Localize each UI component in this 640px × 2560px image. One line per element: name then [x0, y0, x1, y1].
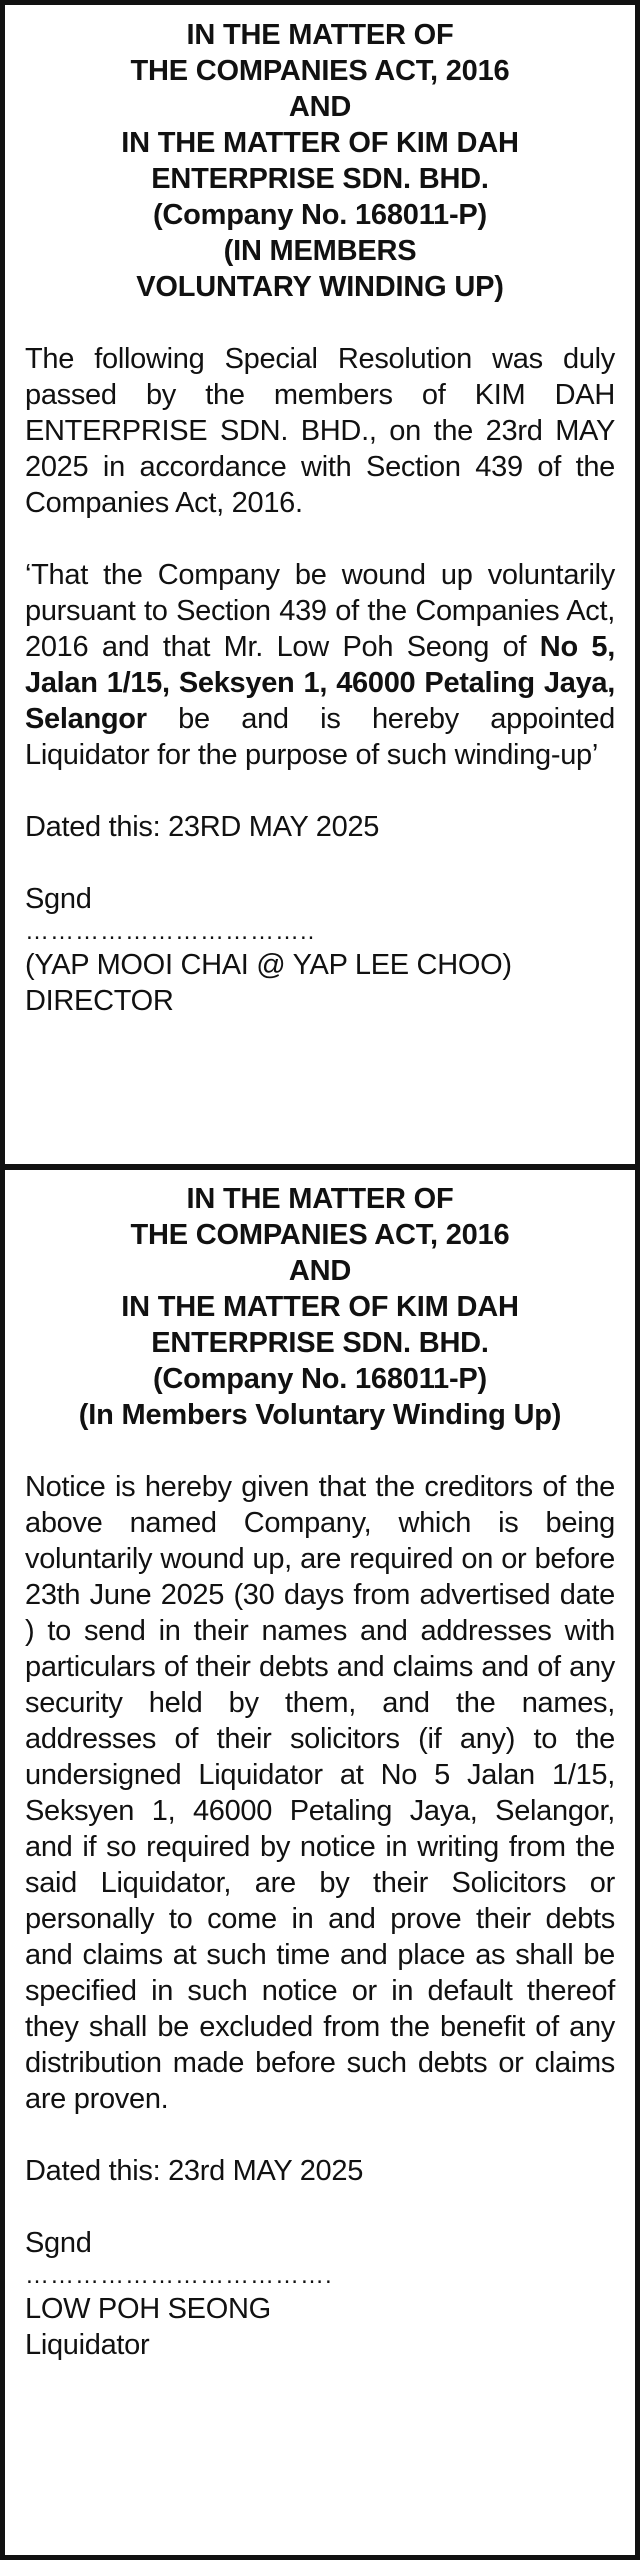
creditors-notice — [0, 1164, 640, 2560]
heading-line: ENTERPRISE SDN. BHD. — [151, 1327, 489, 1359]
signature-line: …………………………….. — [25, 918, 316, 945]
heading-line: IN THE MATTER OF — [186, 19, 454, 51]
resolution-text-start: ‘That the Company be wound up voluntarily pursuant to Section 439 of the Companies Act, 2016 and that Mr. Low Poh Seong of — [25, 559, 615, 663]
sgnd-label: Sgnd — [25, 2227, 92, 2259]
resolution-text-paragraph — [25, 557, 615, 773]
dated-line: Dated this: 23RD MAY 2025 — [25, 811, 380, 843]
liquidator-address: No 5, Jalan 1/15, Seksyen 1, 46000 Petaling Jaya, Selangor — [25, 631, 616, 735]
signature-line: ………………………………. — [25, 2262, 333, 2289]
signatory-title: Liquidator — [25, 2329, 150, 2361]
heading-line: IN THE MATTER OF KIM DAH — [121, 1291, 519, 1323]
heading-line: ENTERPRISE SDN. BHD. — [151, 163, 489, 195]
heading-line: THE COMPANIES ACT, 2016 — [130, 1219, 510, 1251]
resolution-text-end: be and is hereby appointed Liquidator for the purpose of such winding-up’ — [25, 703, 615, 771]
signatory-title: DIRECTOR — [25, 985, 174, 1017]
signatory-name: (YAP MOOI CHAI @ YAP LEE CHOO) — [25, 949, 512, 981]
heading-line: (Company No. 168011-P) — [152, 1363, 488, 1395]
heading-line: VOLUNTARY WINDING UP) — [136, 271, 504, 303]
signatory-name: LOW POH SEONG — [25, 2293, 271, 2325]
notice-heading — [25, 17, 615, 305]
dated-line: Dated this: 23rd MAY 2025 — [25, 2155, 364, 2187]
heading-line: THE COMPANIES ACT, 2016 — [130, 55, 510, 87]
heading-line: IN THE MATTER OF KIM DAH — [121, 127, 519, 159]
heading-line: IN THE MATTER OF — [186, 1183, 454, 1215]
heading-line: AND — [288, 1255, 352, 1287]
notice-heading — [25, 1181, 615, 1433]
resolution-intro-paragraph: The following Special Resolution was duly passed by the members of KIM DAH ENTERPRISE SDN. BHD., on the 23rd MAY 2025 in accordance with Section 439 of the Companies Act, 2016. — [25, 343, 615, 519]
special-resolution-notice — [0, 0, 640, 1170]
creditors-notice-body: Notice is hereby given that the creditors of the above named Company, which is being voluntarily wound up, are required on or before 23th June 2025 (30 days from advertised date ) to send in their names and addresses with particulars of their debts and claims and of any security held by them, and the names, addresses of their solicitors (if any) to the undersigned Liquidator at No 5 Jalan 1/15, Seksyen 1, 46000 Petaling Jaya, Selangor, and if so required by notice in writing from the said Liquidator, are by their Solicitors or personally to come in and prove their debts and claims at such time and place as shall be specified in such notice or in default thereof they shall be excluded from the benefit of any distribution made before such debts or claims are proven. — [25, 1471, 615, 2115]
heading-line: (IN MEMBERS — [223, 235, 417, 267]
heading-line: (Company No. 168011-P) — [152, 199, 488, 231]
heading-line: AND — [288, 91, 352, 123]
sgnd-label: Sgnd — [25, 883, 92, 915]
heading-line: (In Members Voluntary Winding Up) — [78, 1399, 562, 1431]
